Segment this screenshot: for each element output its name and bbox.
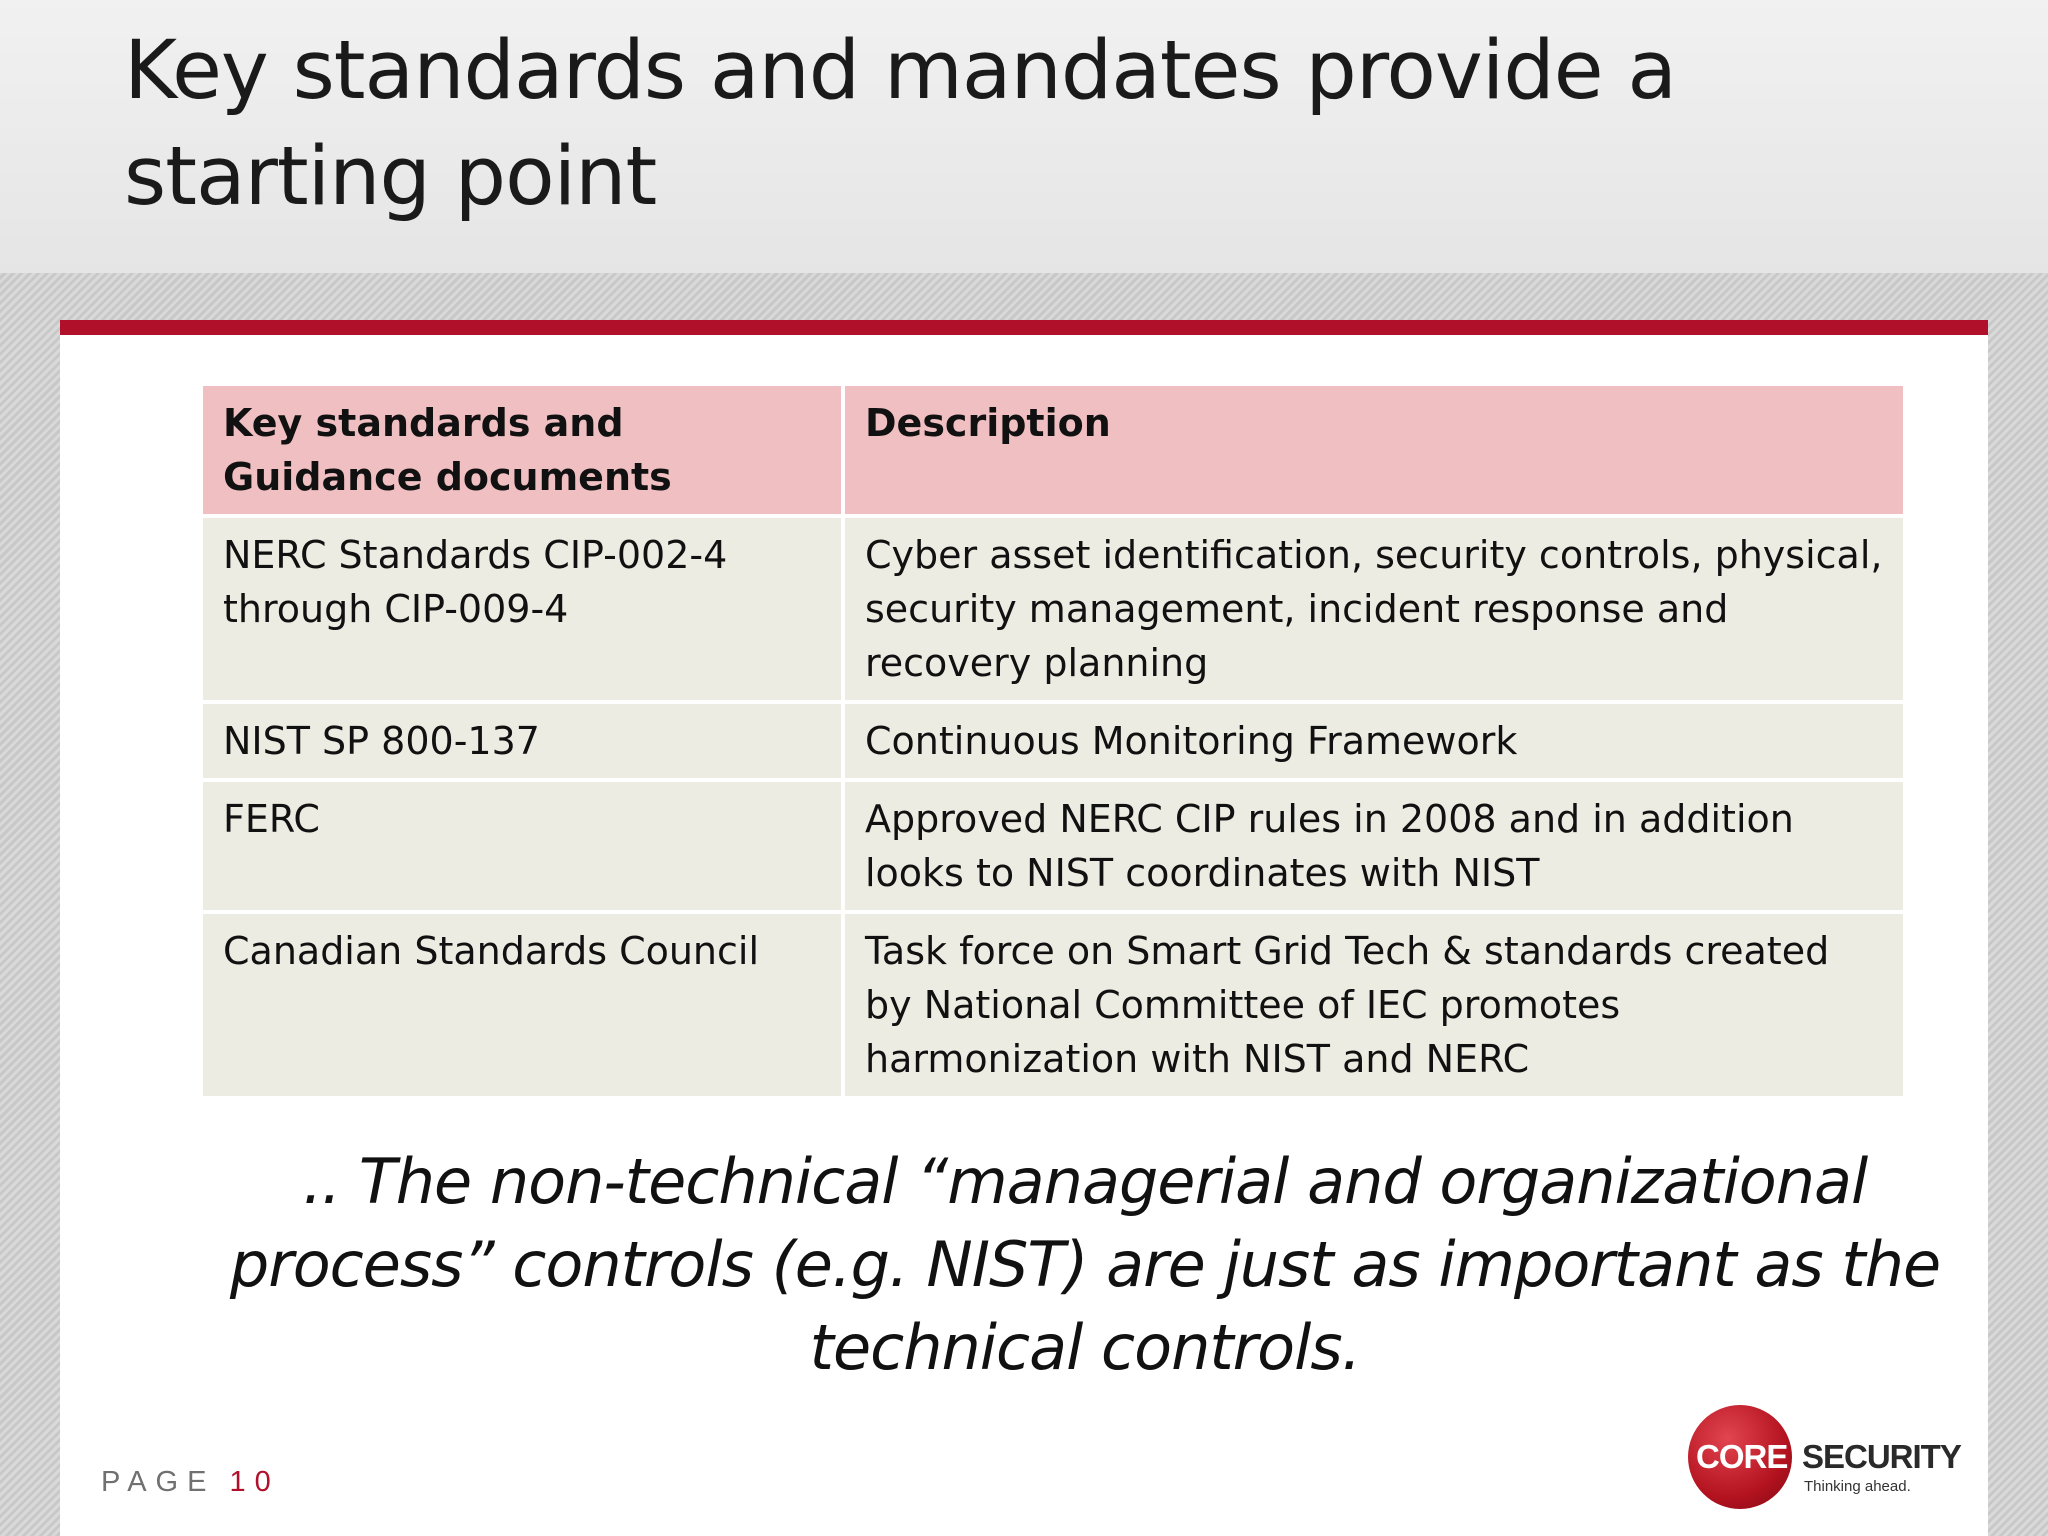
standard-cell: Canadian Standards Council <box>203 914 841 1096</box>
table-row <box>203 518 1903 700</box>
header-cell-description: Description <box>845 386 1903 514</box>
description-cell: Continuous Monitoring Framework <box>845 704 1903 778</box>
slide-title: Key standards and mandates provide a starting point <box>124 24 1677 224</box>
page-number: 10 <box>229 1466 280 1498</box>
table-row <box>203 914 1903 1096</box>
table-header-row <box>203 386 1903 514</box>
logo-word-security: SECURITY <box>1802 1438 1961 1475</box>
title-band <box>0 0 2048 273</box>
slide-content <box>60 320 1988 1536</box>
core-security-logo <box>1686 1403 1966 1513</box>
standard-cell: NIST SP 800-137 <box>203 704 841 778</box>
logo-word-core: CORE <box>1696 1438 1788 1475</box>
standard-cell: NERC Standards CIP-002-4 through CIP-009-4 <box>203 518 841 700</box>
logo-tagline: Thinking ahead. <box>1804 1478 1911 1495</box>
standard-cell: FERC <box>203 782 841 910</box>
standards-table <box>199 382 1907 1100</box>
page-label: PAGE <box>101 1466 216 1498</box>
table-row <box>203 704 1903 778</box>
quote-text: .. The non-technical “managerial and organizational process” controls (e.g. NIST) are just as important as the technical controls. <box>229 1145 1941 1384</box>
description-cell: Task force on Smart Grid Tech & standards created by National Committee of IEC promotes harmonization with NIST and NERC <box>845 914 1903 1096</box>
table-row <box>203 782 1903 910</box>
header-cell-standards: Key standards and Guidance documents <box>203 386 841 514</box>
page-indicator <box>101 1466 280 1499</box>
description-cell: Cyber asset identification, security controls, physical, security management, incident response and recovery planning <box>845 518 1903 700</box>
description-cell: Approved NERC CIP rules in 2008 and in addition looks to NIST coordinates with NIST <box>845 782 1903 910</box>
